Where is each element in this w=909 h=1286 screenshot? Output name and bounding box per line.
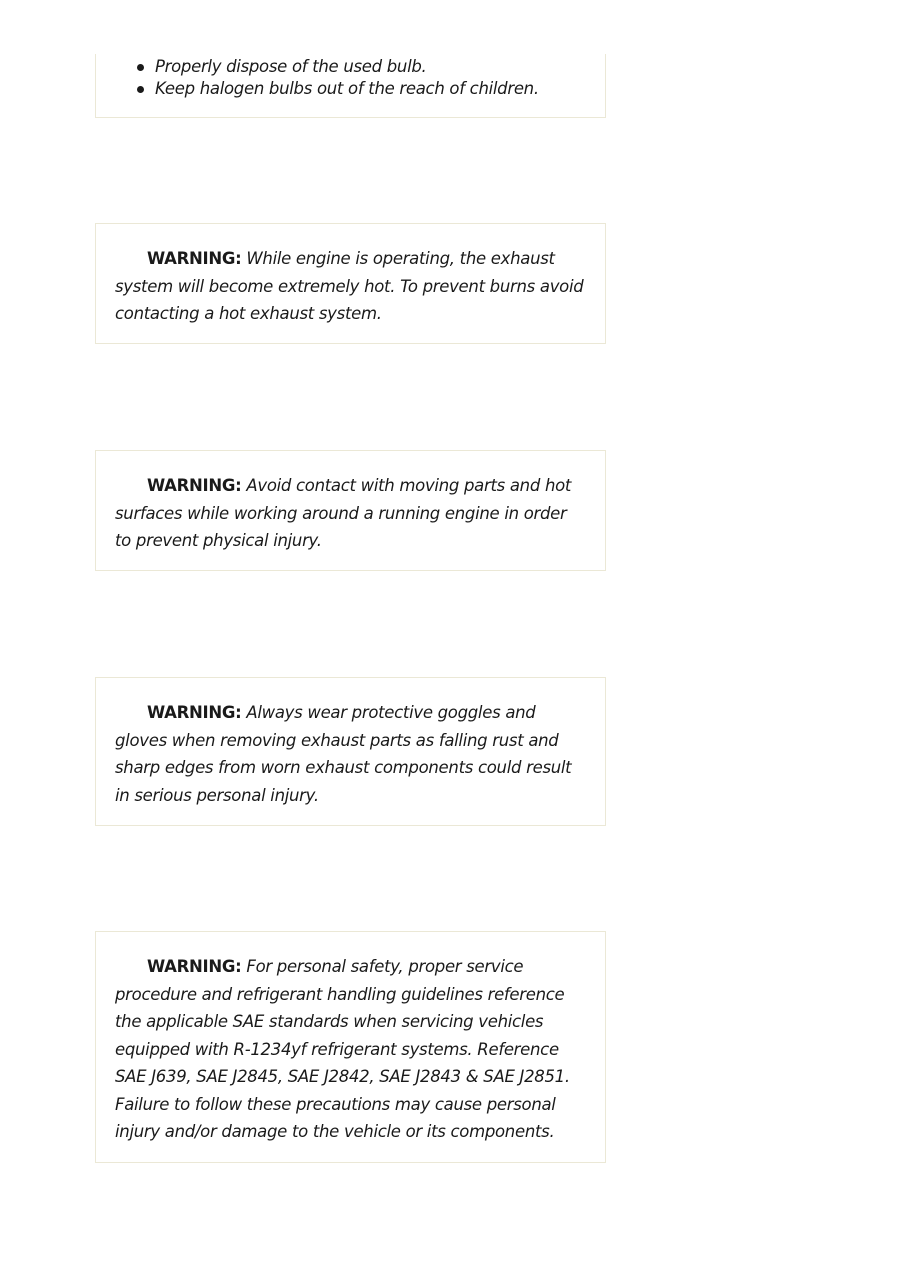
list-item-text: Keep halogen bulbs out of the reach of children. xyxy=(155,79,539,98)
warning-label: WARNING: xyxy=(147,957,242,976)
bulb-safety-box xyxy=(95,54,606,118)
warning-text: While engine is operating, the exhaust system will become extremely hot. To prevent burns avoid contacting a hot exhaust system. xyxy=(115,249,584,323)
warning-paragraph xyxy=(115,953,586,1146)
warning-box-protective-goggles xyxy=(95,677,606,826)
bullet-icon xyxy=(137,64,144,71)
warning-label: WARNING: xyxy=(147,249,242,268)
warning-box-moving-parts xyxy=(95,450,606,571)
warning-text: Avoid contact with moving parts and hot surfaces while working around a running engine in order to prevent physical injury. xyxy=(115,476,572,550)
bulb-safety-list xyxy=(137,56,539,100)
warning-text: For personal safety, proper service procedure and refrigerant handling guidelines reference the applicable SAE standards when servicing vehicles equipped with R-1234yf refrigerant systems. Reference SAE J639, SAE J2845, SAE J2842, SAE J2843 & SAE J2851. Failure to follow these precautions may cause personal injury and/or damage to the vehicle or its components. xyxy=(115,957,570,1141)
warning-label: WARNING: xyxy=(147,703,242,722)
warning-text: Always wear protective goggles and gloves when removing exhaust parts as falling rust and sharp edges from worn exhaust components could result in serious personal injury. xyxy=(115,703,572,805)
list-item xyxy=(137,78,539,100)
warning-paragraph xyxy=(115,472,586,555)
warning-label: WARNING: xyxy=(147,476,242,495)
warning-box-refrigerant xyxy=(95,931,606,1163)
list-item-text: Properly dispose of the used bulb. xyxy=(155,57,427,76)
warning-paragraph xyxy=(115,245,586,328)
warning-paragraph xyxy=(115,699,586,809)
list-item xyxy=(137,56,539,78)
warning-box-exhaust-hot xyxy=(95,223,606,344)
bullet-icon xyxy=(137,86,144,93)
